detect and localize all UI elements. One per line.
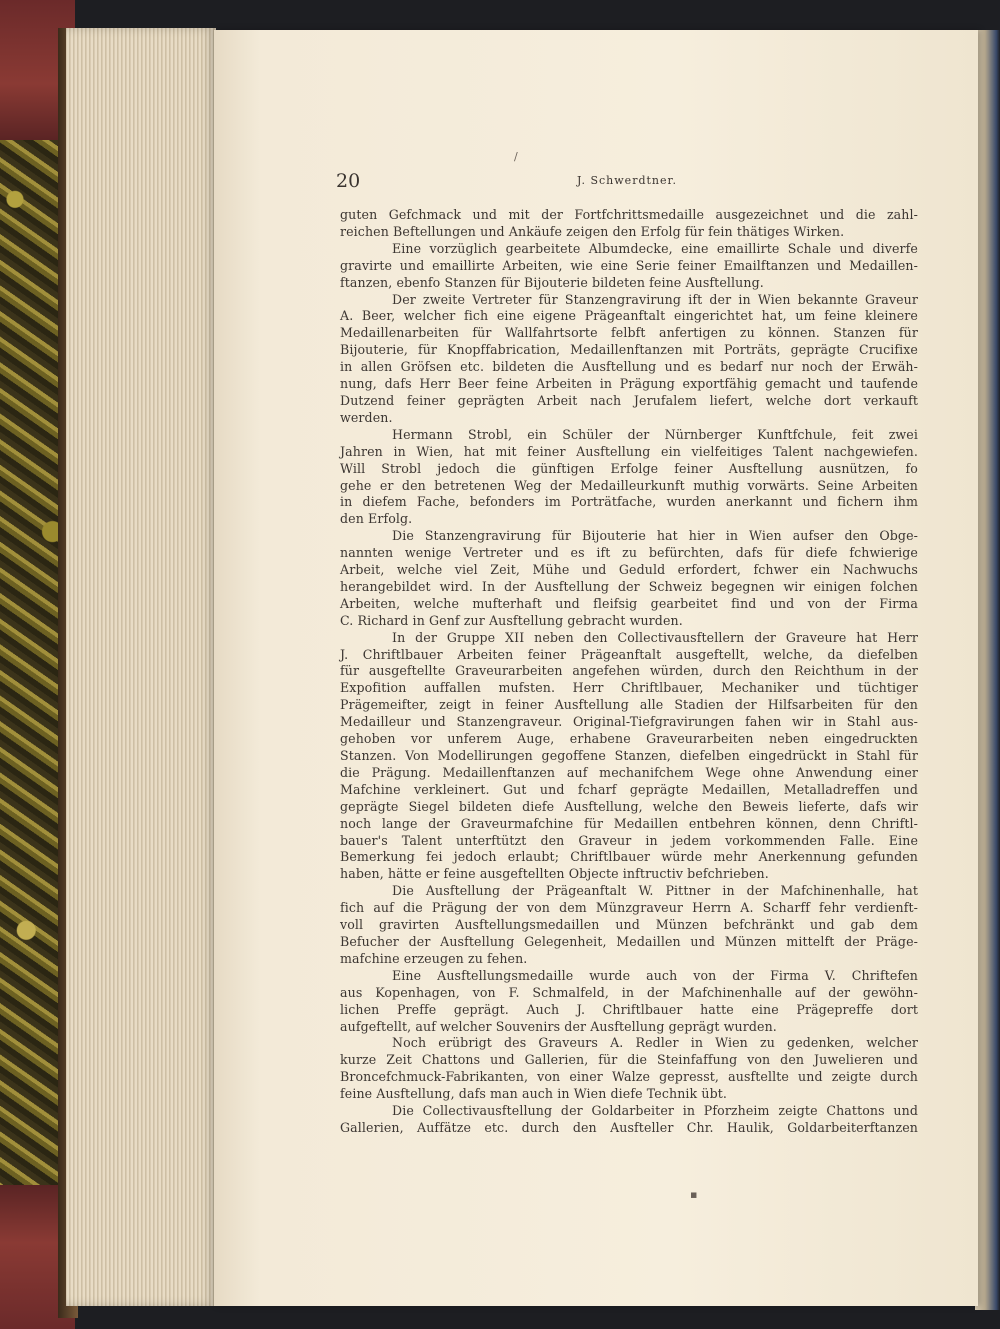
text-line: Eine vorzüglich gearbeitete Albumdecke, eine emaillirte Schale und diverfe xyxy=(392,240,918,256)
text-line: Befucher der Ausftellung Gelegenheit, Medaillen und Münzen mittelft der Präge- xyxy=(340,933,918,949)
text-line: C. Richard in Genf zur Ausftellung gebracht wurden. xyxy=(340,612,683,628)
text-line: guten Gefchmack und mit der Fortfchrittsmedaille ausgezeichnet und die zahl- xyxy=(340,207,918,222)
text-line: Expofition auffallen mufsten. Herr Chriftlbauer, Mechaniker und tüchtiger xyxy=(340,680,918,696)
text-line: Prägemeifter, zeigt in feiner Ausftellung alle Stadien der Hilfsarbeiten für den xyxy=(340,697,918,713)
text-line: für ausgeftellte Graveurarbeiten angefehen würden, durch den Reichthum in der xyxy=(340,663,918,679)
text-line: Die Stanzengravirung für Bijouterie hat hier in Wien aufser den Obge- xyxy=(392,528,918,544)
running-title: J. Schwerdtner. xyxy=(576,174,678,187)
text-line: geprägte Siegel bildeten diefe Ausftellung, welche den Beweis lieferte, dafs wir xyxy=(340,798,918,814)
text-line: Eine Ausftellungsmedaille wurde auch von der Firma V. Chriftefen xyxy=(392,967,918,983)
text-line: Gallerien, Auffätze etc. durch den Ausfteller Chr. Haulik, Goldarbeiterftanzen xyxy=(340,1119,918,1135)
text-line: gehe er den betretenen Weg der Medailleurkunft muthig vorwärts. Seine Arbeiten xyxy=(340,477,918,493)
text-line: aufgeftellt, auf welcher Souvenirs der Ausftellung geprägt wurden. xyxy=(340,1018,777,1034)
text-line: haben, hätte er feine ausgeftellten Objecte inftructiv befchrieben. xyxy=(340,866,769,882)
body-text xyxy=(340,207,918,1137)
text-line: Noch erübrigt des Graveurs A. Redler in Wien zu gedenken, welcher xyxy=(392,1035,918,1051)
text-line: in allen Gröfsen etc. bildeten die Ausftellung und es bedarf nur noch der Erwäh- xyxy=(340,359,918,375)
page-number: 20 xyxy=(336,170,361,192)
text-line: Mafchine verkleinert. Gut und fcharf geprägte Medaillen, Metalladreffen und xyxy=(340,781,918,797)
text-line: Dutzend feiner geprägten Arbeit nach Jerufalem liefert, welche dort verkauft xyxy=(340,392,918,408)
text-line: Bijouterie, für Knopffabrication, Medaillenftanzen mit Porträts, geprägte Crucifixe xyxy=(340,342,918,358)
text-line: Die Ausftellung der Prägeanftalt W. Pittner in der Mafchinenhalle, hat xyxy=(392,883,918,899)
text-line: Arbeit, welche viel Zeit, Mühe und Geduld erfordert, fchwer ein Nachwuchs xyxy=(340,562,918,578)
text-line: A. Beer, welcher fich eine eigene Prägeanftalt eingerichtet hat, um feine kleinere xyxy=(340,308,918,324)
text-line: nannten wenige Vertreter und es ift zu befürchten, dafs für diefe fchwierige xyxy=(340,545,918,561)
page-header xyxy=(336,170,918,194)
text-line: feine Ausftellung, dafs man auch in Wien diefe Technik übt. xyxy=(340,1086,728,1102)
text-line: Hermann Strobl, ein Schüler der Nürnberger Kunftfchule, feit zwei xyxy=(392,426,918,442)
text-line: bauer's Talent unterftützt den Graveur in jedem vorkommenden Falle. Eine xyxy=(340,832,918,848)
text-line: Die Collectivausftellung der Goldarbeiter in Pforzheim zeigte Chattons und xyxy=(392,1103,918,1119)
text-line: noch lange der Graveurmafchine für Medaillen entbehren können, denn Chriftl- xyxy=(340,815,918,831)
text-line: herangebildet wird. In der Ausftellung der Schweiz begegnen wir einigen folchen xyxy=(340,578,918,594)
page-stack xyxy=(66,28,216,1306)
text-line: Bemerkung fei jedoch erlaubt; Chriftlbauer würde mehr Anerkennung gefunden xyxy=(340,849,918,865)
text-line: in diefem Fache, befonders im Porträtfache, wurden anerkannt und fichern ihm xyxy=(340,494,918,510)
text-line: Will Strobl jedoch die günftigen Erfolge feiner Ausftellung ausnützen, fo xyxy=(340,460,918,476)
text-line: lichen Preffe geprägt. Auch J. Chriftlbauer hatte eine Prägepreffe dort xyxy=(340,1001,918,1017)
text-line: Stanzen. Von Modellirungen gegoffene Stanzen, diefelben eingedrückt in Stahl für xyxy=(340,748,918,763)
text-line: die Prägung. Medaillenftanzen auf mechanifchem Wege ohne Anwendung einer xyxy=(340,764,918,780)
text-line: reichen Beftellungen und Ankäufe zeigen den Erfolg für fein thätiges Wirken. xyxy=(340,223,845,239)
facing-page-edge xyxy=(975,30,1000,1310)
text-line: kurze Zeit Chattons und Gallerien, für die Steinfaffung von den Juwelieren und xyxy=(340,1052,918,1068)
text-line: den Erfolg. xyxy=(340,511,413,527)
text-line: werden. xyxy=(340,409,393,425)
text-line: Medailleur und Stanzengraveur. Original-Tiefgravirungen fahen wir in Stahl aus- xyxy=(340,714,918,730)
page-speck: ▪ xyxy=(690,1188,698,1201)
text-line: Arbeiten, welche mufterhaft und fleifsig gearbeitet find und von der Firma xyxy=(340,595,918,611)
text-line: fich auf die Prägung der von dem Münzgraveur Herrn A. Scharff fehr verdienft- xyxy=(340,900,918,916)
text-line: J. Chriftlbauer Arbeiten feiner Prägeanftalt ausgeftellt, welche, da diefelben xyxy=(340,646,918,662)
text-line: In der Gruppe XII neben den Collectivausftellern der Graveure hat Herr xyxy=(392,629,918,645)
text-line: mafchine erzeugen zu fehen. xyxy=(340,950,528,966)
page-speck: / xyxy=(514,150,518,163)
text-line: nung, dafs Herr Beer feine Arbeiten in Prägung exportfähig gemacht und taufende xyxy=(340,376,918,392)
text-line: voll gravirten Ausftellungsmedaillen und Münzen befchränkt und gab dem xyxy=(340,917,918,933)
text-line: aus Kopenhagen, von F. Schmalfeld, in der Mafchinenhalle auf der gewöhn- xyxy=(340,984,918,1000)
text-line: Medaillenarbeiten für Wallfahrtsorte felbft anfertigen zu können. Stanzen für xyxy=(340,325,918,341)
text-line: Jahren in Wien, hat mit feiner Ausftellung ein vielfeitiges Talent nachgewiefen. xyxy=(340,443,918,459)
text-line: gehoben vor unferem Auge, erhabene Graveurarbeiten neben eingedruckten xyxy=(340,731,918,747)
text-line: gravirte und emaillirte Arbeiten, wie eine Serie feiner Emailftanzen und Medaillen- xyxy=(340,257,918,273)
text-line: Broncefchmuck-Fabrikanten, von einer Walze gepresst, ausftellte und zeigte durch xyxy=(340,1069,918,1085)
text-line: ftanzen, ebenfo Stanzen für Bijouterie bildeten feine Ausftellung. xyxy=(340,274,764,290)
text-line: Der zweite Vertreter für Stanzengravirung ift der in Wien bekannte Graveur xyxy=(392,291,918,307)
